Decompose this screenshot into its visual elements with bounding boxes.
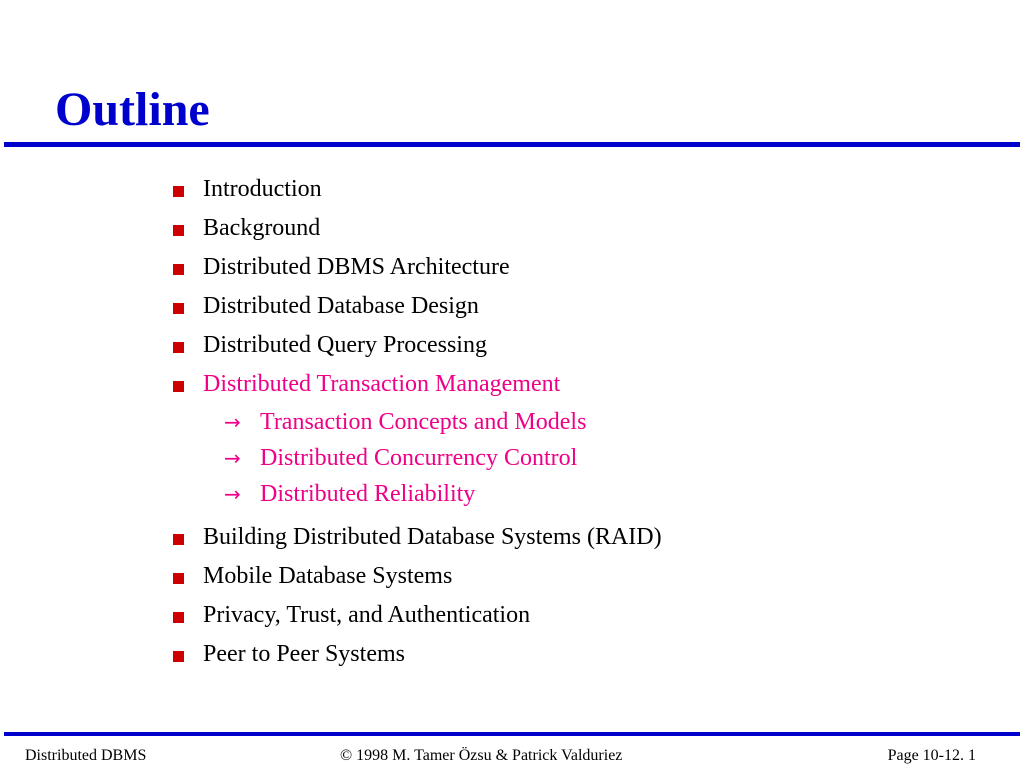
outline-subitem-reliability bbox=[172, 476, 972, 512]
outline-item-mobile bbox=[172, 557, 972, 596]
sub-list bbox=[172, 404, 972, 512]
outline-item-transaction-management bbox=[172, 365, 972, 404]
footer-divider bbox=[4, 732, 1020, 736]
outline-item-architecture bbox=[172, 248, 972, 287]
footer-course: Distributed DBMS bbox=[25, 747, 147, 764]
outline-item-privacy bbox=[172, 596, 972, 635]
outline-item-label: Building Distributed Database Systems (RAID) bbox=[203, 524, 662, 550]
outline-item-label: Distributed Query Processing bbox=[203, 332, 487, 358]
outline-item-label: Distributed DBMS Architecture bbox=[203, 254, 510, 280]
footer-copyright: © 1998 M. Tamer Özsu & Patrick Valduriez bbox=[340, 747, 623, 764]
right-arrow-icon: → bbox=[224, 446, 241, 470]
square-bullet-icon bbox=[173, 186, 184, 197]
square-bullet-icon bbox=[173, 264, 184, 275]
slide-title: Outline bbox=[55, 83, 210, 136]
outline-subitem-label: Transaction Concepts and Models bbox=[260, 409, 587, 435]
right-arrow-icon: → bbox=[224, 410, 241, 434]
outline-subitem-label: Distributed Concurrency Control bbox=[260, 445, 578, 471]
square-bullet-icon bbox=[173, 573, 184, 584]
outline-subitem-transaction-concepts bbox=[172, 404, 972, 440]
outline-item-label: Distributed Transaction Management bbox=[203, 371, 561, 397]
square-bullet-icon bbox=[173, 225, 184, 236]
outline-item-label: Peer to Peer Systems bbox=[203, 641, 405, 667]
outline-item-raid bbox=[172, 518, 972, 557]
outline-item-database-design bbox=[172, 287, 972, 326]
square-bullet-icon bbox=[173, 651, 184, 662]
right-arrow-icon: → bbox=[224, 482, 241, 506]
outline-subitem-label: Distributed Reliability bbox=[260, 481, 476, 507]
outline-item-label: Introduction bbox=[203, 176, 322, 202]
outline-item-label: Background bbox=[203, 215, 321, 241]
outline-item-label: Distributed Database Design bbox=[203, 293, 479, 319]
square-bullet-icon bbox=[173, 534, 184, 545]
outline-subitems bbox=[172, 404, 972, 512]
outline-list bbox=[172, 170, 972, 674]
square-bullet-icon bbox=[173, 342, 184, 353]
outline-item-introduction bbox=[172, 170, 972, 209]
title-divider bbox=[4, 142, 1020, 147]
outline-item-label: Mobile Database Systems bbox=[203, 563, 453, 589]
square-bullet-icon bbox=[173, 303, 184, 314]
outline-item-query-processing bbox=[172, 326, 972, 365]
outline-subitem-concurrency-control bbox=[172, 440, 972, 476]
outline-item-background bbox=[172, 209, 972, 248]
square-bullet-icon bbox=[173, 612, 184, 623]
square-bullet-icon bbox=[173, 381, 184, 392]
outline-item-p2p bbox=[172, 635, 972, 674]
footer-page-number: Page 10-12. 1 bbox=[887, 747, 976, 764]
outline-item-label: Privacy, Trust, and Authentication bbox=[203, 602, 531, 628]
